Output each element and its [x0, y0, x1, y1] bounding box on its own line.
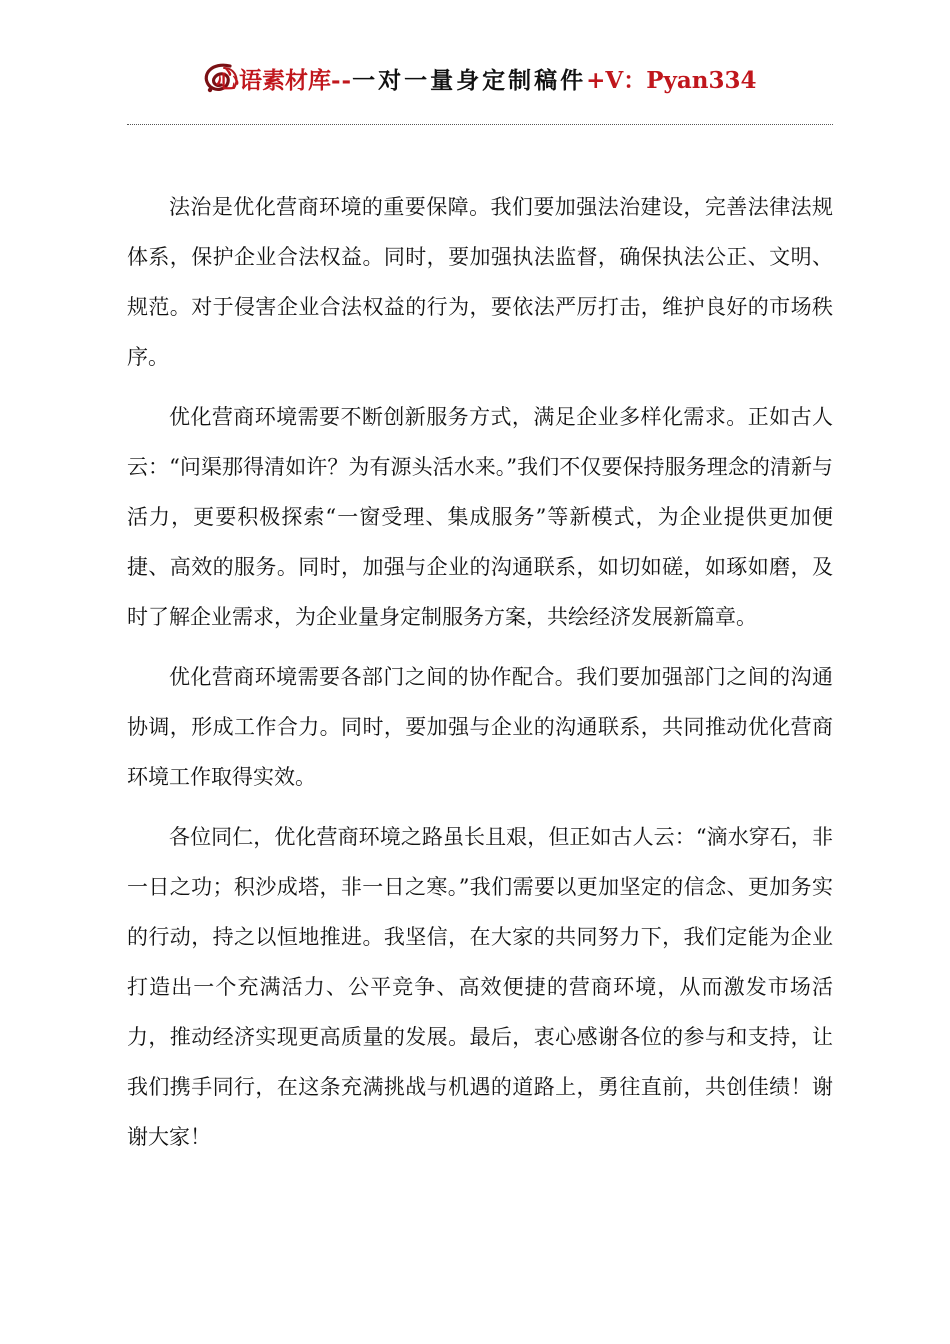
- paragraph: 优化营商环境需要不断创新服务方式，满足企业多样化需求。正如古人云：“问渠那得清如许？为有源头活水来。”我们不仅要保持服务理念的清新与活力，更要积极探索“一窗受理、集成服务”等新模式，为企业提供更加便捷、高效的服务。同时，加强与企业的沟通联系，如切如磋，如琢如磨，及时了解企业需求，为企业量身定制服务方案，共绘经济发展新篇章。: [127, 405, 833, 629]
- paragraph: 法治是优化营商环境的重要保障。我们要加强法治建设，完善法律法规体系，保护企业合法权益。同时，要加强执法监督，确保执法公正、文明、规范。对于侵害企业合法权益的行为，要依法严厉打击，维护良好的市场秩序。: [127, 195, 833, 369]
- header-separator: --: [331, 67, 353, 94]
- header-contact: +V：Pyan334: [586, 67, 757, 94]
- header-divider: [127, 124, 833, 125]
- header-brand: 心语素材库: [216, 67, 331, 94]
- paragraph: 各位同仁，优化营商环境之路虽长且艰，但正如古人云：“滴水穿石，非一日之功；积沙成塔，非一日之寒。”我们需要以更加坚定的信念、更加务实的行动，持之以恒地推进。我坚信，在大家的共同努力下，我们定能为企业打造出一个充满活力、公平竞争、高效便捷的营商环境，从而激发市场活力，推动经济实现更高质量的发展。最后，衷心感谢各位的参与和支持，让我们携手同行，在这条充满挑战与机遇的道路上，勇往直前，共创佳绩！谢谢大家！: [127, 825, 833, 1149]
- header-title: [216, 66, 757, 96]
- paragraph: 优化营商环境需要各部门之间的协作配合。我们要加强部门之间的沟通协调，形成工作合力。同时，要加强与企业的沟通联系，共同推动优化营商环境工作取得实效。: [127, 665, 833, 789]
- page-header: [0, 58, 950, 106]
- header-slogan: 一对一量身定制稿件: [352, 67, 587, 94]
- document-body: [127, 182, 833, 1172]
